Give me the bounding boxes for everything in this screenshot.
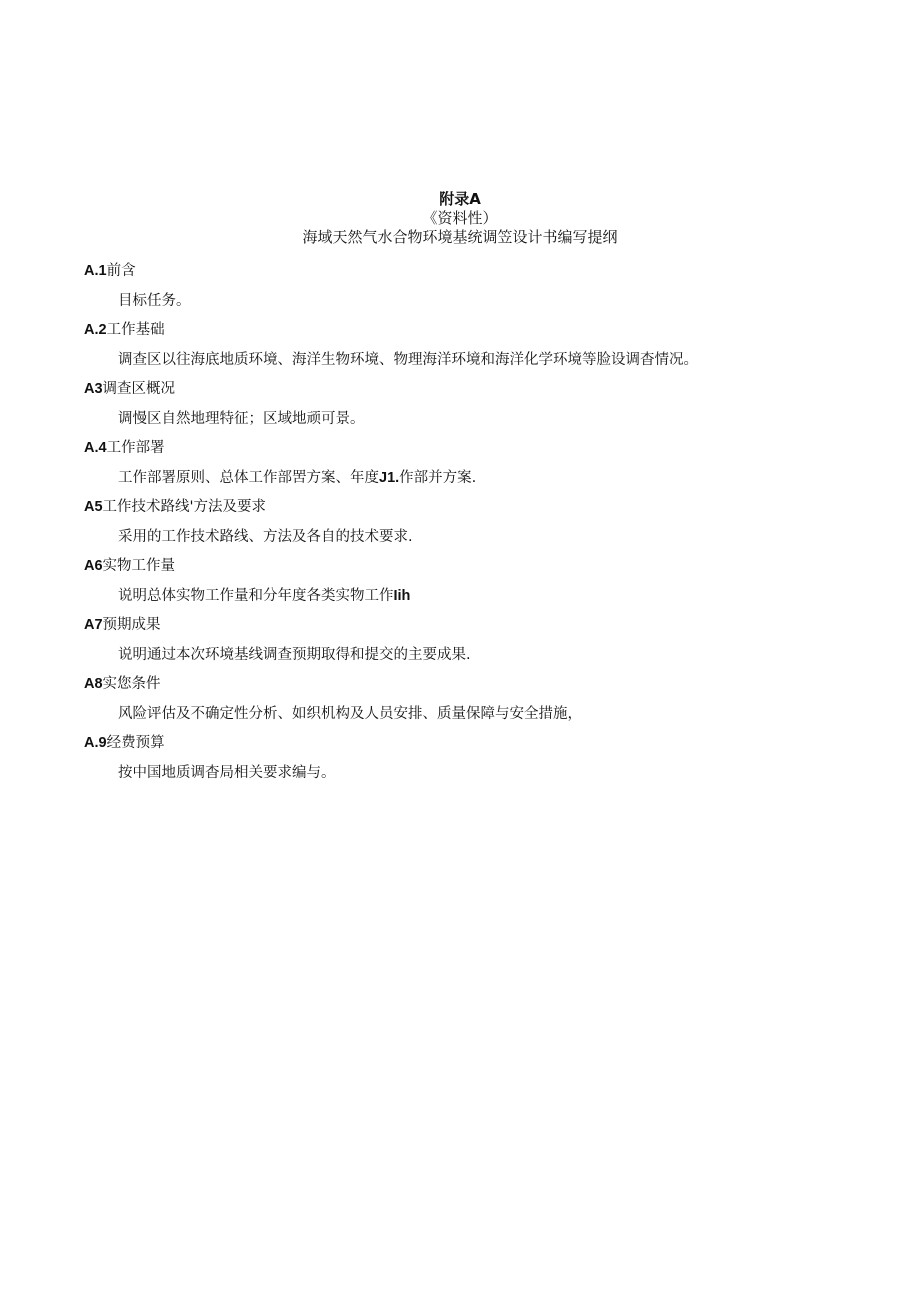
section-body-text: 采用的工作技术路线、方法及各自的技术要求. [118,529,413,545]
section-heading-text: 工作基础 [106,322,165,338]
section-heading-text: 前含 [106,263,136,279]
section-body [84,409,864,429]
section-body [84,350,864,370]
section-heading [84,556,864,576]
section-number: A5 [84,499,103,515]
section-number: A6 [84,558,103,574]
section-number: A3 [84,381,103,397]
appendix-nature: 《资料性） [422,209,498,227]
section-body-text: 按中国地质调杳局相关要求编与。 [118,765,336,781]
section-body-text: 调查区以往海底地质环境、海洋生物环境、物理海洋环境和海洋化学环境等脸设调杳情况。 [118,352,698,368]
section-body [84,527,864,547]
section-number: A.1 [84,263,107,279]
section-heading-text: 实物工作量 [102,558,176,574]
section-a9 [84,733,864,783]
section-heading-text: 工作技术路线'方法及要求 [102,499,267,515]
section-number: A.4 [84,440,107,456]
section-heading [84,438,864,458]
appendix-header [0,190,920,247]
section-heading [84,261,864,281]
section-number: A.9 [84,735,107,751]
section-a4 [84,438,864,488]
section-heading [84,379,864,399]
appendix-title: 海域天然气水合物环境基统调笠设计书编写提纲 [302,228,618,246]
section-heading [84,615,864,635]
section-heading [84,320,864,340]
section-body-strong: Iih [393,588,411,604]
section-a5 [84,497,864,547]
section-heading-text: 工作部署 [106,440,165,456]
section-body [84,291,864,311]
section-body-strong: J1. [379,470,400,486]
outline-sections [84,261,864,792]
section-heading-text: 实您条件 [102,676,161,692]
section-heading-text: 预期成果 [102,617,161,633]
section-body-text: 调慢区自然地理特征；区域地顽可景。 [118,411,365,427]
section-body [84,763,864,783]
section-a1 [84,261,864,311]
section-body-text: 说明通过本次环境基线调查预期取得和提交的主要成果. [118,647,471,663]
section-a3 [84,379,864,429]
appendix-label: 附录A [439,190,481,208]
section-heading-text: 经费预算 [106,735,165,751]
section-number: A7 [84,617,103,633]
section-body-text: 说明总体实物工作量和分年度各类实物工作 [118,588,394,604]
section-heading [84,674,864,694]
section-a8 [84,674,864,724]
section-body [84,645,864,665]
section-heading [84,497,864,517]
section-body-tail: 作部并方案. [399,470,477,486]
section-number: A.2 [84,322,107,338]
section-body [84,468,864,488]
section-number: A8 [84,676,103,692]
section-heading-text: 调查区概况 [102,381,176,397]
section-body-text: 风险评估及不确定性分析、如织机构及人员安排、质量保障与安全措施， [118,706,582,722]
section-body [84,586,864,606]
section-a2 [84,320,864,370]
section-body-text: 目标任务。 [118,293,191,309]
section-a6 [84,556,864,606]
section-a7 [84,615,864,665]
section-heading [84,733,864,753]
section-body [84,704,864,724]
section-body-text: 工作部署原则、总体工作部罟方案、年度 [118,470,379,486]
